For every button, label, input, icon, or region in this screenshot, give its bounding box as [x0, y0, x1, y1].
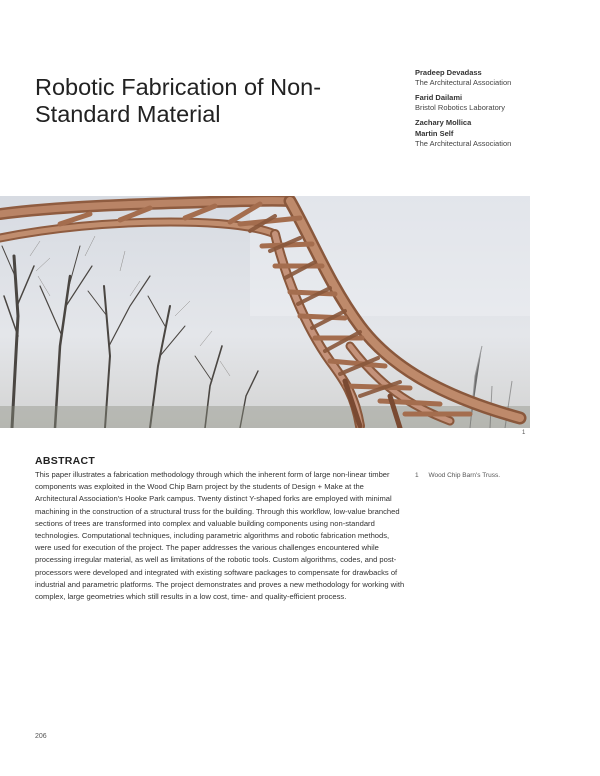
caption-text: Wood Chip Barn's Truss.	[428, 472, 501, 479]
paper-title: Robotic Fabrication of Non-Standard Material	[35, 74, 322, 127]
abstract-heading: ABSTRACT	[35, 455, 96, 467]
author-entry	[415, 93, 585, 113]
author-entry	[415, 129, 585, 149]
author-affiliation: The Architectural Association	[415, 78, 512, 87]
author-entry	[415, 68, 585, 88]
author-entry	[415, 118, 585, 128]
author-affiliation: The Architectural Association	[415, 139, 512, 148]
figure-caption	[415, 472, 585, 479]
author-name: Pradeep Devadass	[415, 68, 482, 77]
figure-number: 1	[522, 430, 526, 436]
author-name: Martin Self	[415, 129, 454, 138]
abstract-text: This paper illustrates a fabrication methodology through which the inherent form of large non-linear timber components was exploited in the Wood Chip Barn project by the students of Design + Make at the Architectural Association's Hooke Park campus. Twenty distinct Y-shaped forks are employed with minimal machining in the construction of a structural truss for the building. Through this workflow, low-value branched sections of trees are transformed into complex and valuable building components using non-standard technologies. Computational techniques, including parametric algorithms and robotic fabrication methods, were used for execution of the project. The paper addresses the various challenges encountered while processing irregular material, as well as limitations of the robotic tools. Custom algorithms, codes, and post-processors were developed and integrated with existing software packages to compensate for drawbacks of industrial and parametric platforms. The project demonstrates and proves a new methodology for working with complex, large geometries which still results in a low cost, time- and quality-efficient process.	[35, 470, 405, 602]
page-number: 206	[35, 733, 47, 740]
wood-chip-barn-truss-photo	[0, 196, 530, 428]
author-list	[415, 68, 585, 154]
author-affiliation: Bristol Robotics Laboratory	[415, 103, 506, 112]
author-name: Farid Dailami	[415, 93, 463, 102]
caption-number: 1	[415, 472, 419, 479]
author-name: Zachary Mollica	[415, 118, 472, 127]
truss-illustration	[0, 196, 530, 428]
